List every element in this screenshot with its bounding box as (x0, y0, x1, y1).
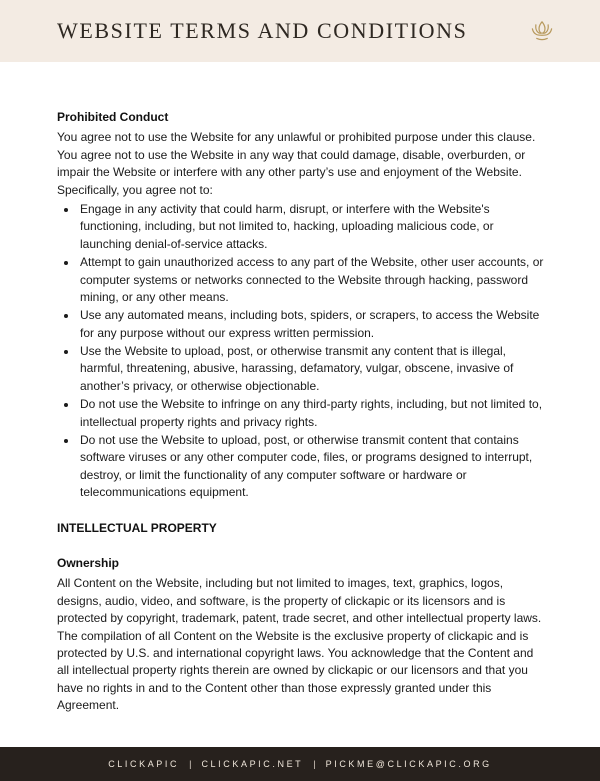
paragraph-ownership: All Content on the Website, including but not limited to images, text, graphics, logos, designs, audio, video, and software, is the property of clickapic or its licensors and is protected by copyright, trademark, patent, trade secret, and other intellectual property laws. The compilation of all Content on the Website is the exclusive property of clickapic and is protected by U.S. and international copyright laws. You acknowledge that the Content and all intellectual property rights therein are owned by clickapic or our licensors and that you have no rights in and to the Content other than those expressly granted under this Agreement. (57, 576, 542, 713)
footer-separator: | (313, 759, 316, 769)
list-item: • Use any automated means, including bots, spiders, or scrapers, to access the Website for any purpose without our express written permission. (78, 307, 544, 342)
document-header (0, 0, 600, 62)
document-body (0, 62, 600, 715)
section-heading-intellectual-property: INTELLECTUAL PROPERTY (57, 520, 217, 535)
section-heading-prohibited-conduct: Prohibited Conduct (57, 110, 169, 124)
page-title: WEBSITE TERMS AND CONDITIONS (57, 18, 468, 43)
list-item: • Use the Website to upload, post, or otherwise transmit any content that is illegal, harmful, threatening, abusive, harassing, defamatory, vulgar, obscene, invasive of another’s privacy, or otherwise objectionable. (78, 343, 544, 395)
section-spacer (57, 540, 544, 555)
paragraph-prohibited-intro: You agree not to use the Website for any unlawful or prohibited purpose under this clause. You agree not to use the Website in any way that could damage, disable, overburden, or impair the Website or interfere with any other party’s use and enjoyment of the Website. Specifically, you agree not to: (57, 130, 536, 197)
prohibited-conduct-list (57, 201, 544, 502)
section-spacer (57, 503, 544, 520)
footer-brand: CLICKAPIC (108, 759, 180, 769)
list-item: • Do not use the Website to upload, post, or otherwise transmit content that contains software viruses or any other computer code, files, or programs designed to interrupt, destroy, or limit the functionality of any computer software or hardware or telecommunications equipment. (78, 432, 544, 502)
document-footer (0, 747, 600, 781)
footer-website: CLICKAPIC.NET (201, 759, 304, 769)
lotus-icon (528, 17, 556, 45)
footer-email: PICKME@CLICKAPIC.ORG (325, 759, 492, 769)
list-item: • Do not use the Website to infringe on any third-party rights, including, but not limited to, intellectual property rights and privacy rights. (78, 396, 544, 431)
list-item: • Engage in any activity that could harm, disrupt, or interfere with the Website's functioning, including, but not limited to, hacking, uploading malicious code, or launching denial-of-service attacks. (78, 201, 544, 253)
list-item: • Attempt to gain unauthorized access to any part of the Website, other user accounts, or computer systems or networks connected to the Website through hacking, password mining, or any other means. (78, 254, 544, 306)
subsection-heading-ownership: Ownership (57, 555, 120, 570)
footer-separator: | (189, 759, 192, 769)
